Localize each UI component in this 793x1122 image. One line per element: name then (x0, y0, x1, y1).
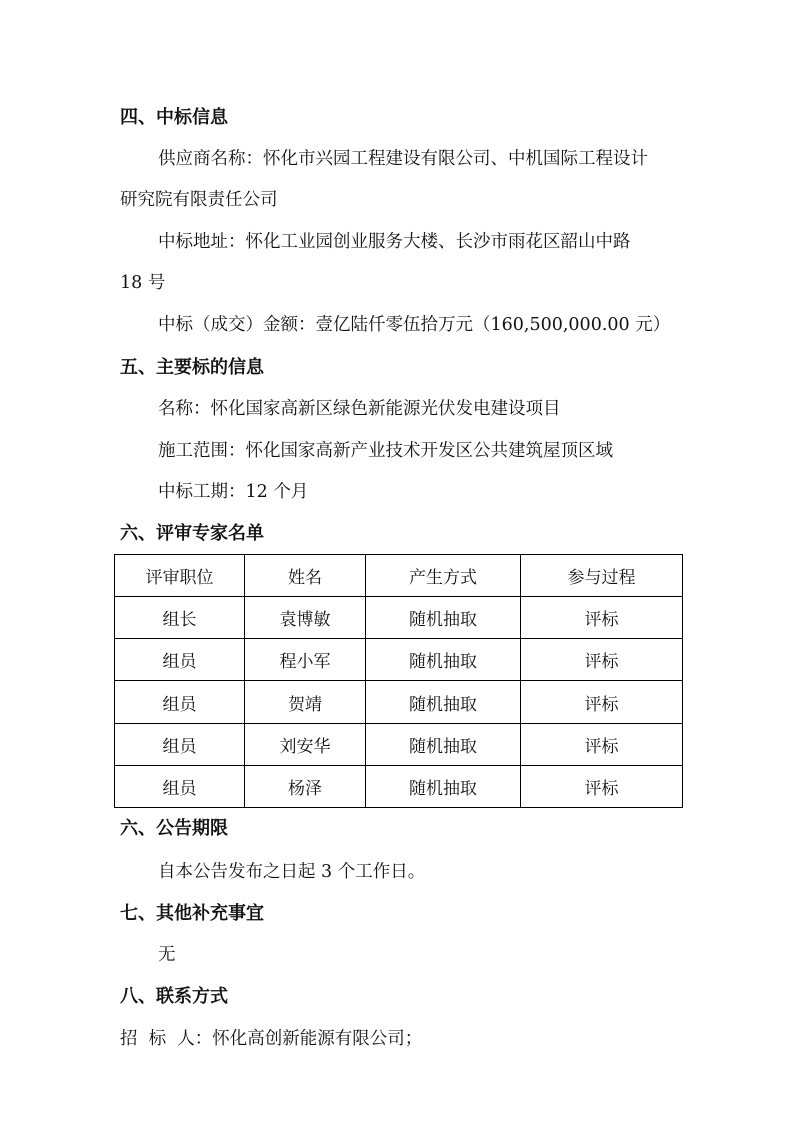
table-header-row (115, 555, 683, 597)
table-cell: 程小军 (245, 639, 366, 681)
construction-scope: 施工范围：怀化国家高新产业技术开发区公共建筑屋顶区域 (158, 441, 613, 461)
table-cell: 杨泽 (245, 765, 366, 807)
construction-period: 中标工期：12 个月 (158, 482, 309, 502)
other-matters-text: 无 (158, 945, 176, 965)
table-cell: 组长 (115, 597, 245, 639)
table-row (115, 765, 683, 807)
table-cell: 评标 (521, 597, 683, 639)
supplier-name-line1: 供应商名称：怀化市兴园工程建设有限公司、中机国际工程设计 (158, 149, 648, 169)
table-row (115, 597, 683, 639)
notice-period-text: 自本公告发布之日起 3 个工作日。 (158, 862, 426, 882)
table-cell: 贺靖 (245, 681, 366, 723)
table-cell: 袁博敏 (245, 597, 366, 639)
heading-expert-list: 六、评审专家名单 (120, 523, 264, 544)
heading-other-matters: 七、其他补充事宜 (120, 903, 264, 924)
award-amount: 中标（成交）金额：壹亿陆仟零伍拾万元（160,500,000.00 元） (158, 315, 671, 335)
column-header: 姓名 (245, 555, 366, 597)
expert-table (114, 554, 683, 808)
table-cell: 刘安华 (245, 723, 366, 765)
table-cell: 评标 (521, 723, 683, 765)
table-cell: 组员 (115, 681, 245, 723)
table-row (115, 639, 683, 681)
heading-main-subject: 五、主要标的信息 (120, 357, 264, 378)
table-cell: 评标 (521, 765, 683, 807)
table-cell: 随机抽取 (366, 681, 521, 723)
table-cell: 随机抽取 (366, 639, 521, 681)
table-cell: 随机抽取 (366, 765, 521, 807)
column-header: 产生方式 (366, 555, 521, 597)
heading-notice-period: 六、公告期限 (120, 818, 228, 839)
heading-award-info: 四、中标信息 (120, 107, 228, 128)
table-cell: 随机抽取 (366, 723, 521, 765)
table-row (115, 723, 683, 765)
column-header: 参与过程 (521, 555, 683, 597)
project-name: 名称：怀化国家高新区绿色新能源光伏发电建设项目 (158, 399, 561, 419)
column-header: 评审职位 (115, 555, 245, 597)
tenderer-line: 招 标 人：怀化高创新能源有限公司； (120, 1029, 423, 1049)
supplier-name-line2: 研究院有限责任公司 (120, 190, 278, 210)
table-cell: 评标 (521, 639, 683, 681)
table-cell: 组员 (115, 765, 245, 807)
award-address-line2: 18 号 (120, 273, 166, 293)
table-cell: 随机抽取 (366, 597, 521, 639)
table-cell: 组员 (115, 639, 245, 681)
table-cell: 评标 (521, 681, 683, 723)
table-cell: 组员 (115, 723, 245, 765)
award-address-line1: 中标地址：怀化工业园创业服务大楼、长沙市雨花区韶山中路 (158, 232, 631, 252)
heading-contact: 八、联系方式 (120, 986, 228, 1007)
table-row (115, 681, 683, 723)
